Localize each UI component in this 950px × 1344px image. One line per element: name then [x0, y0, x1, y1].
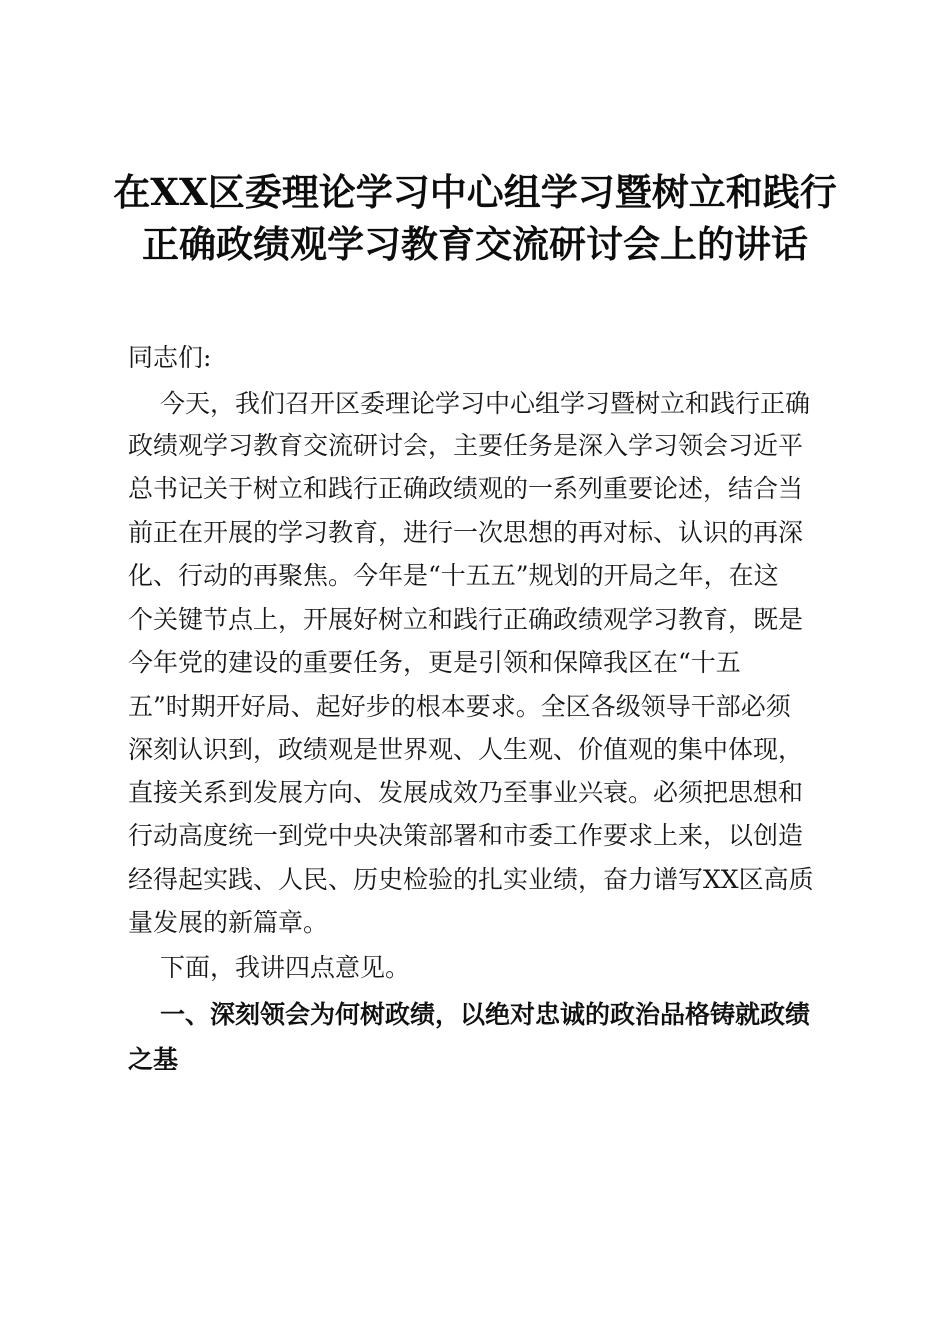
document-title-line-2: 正确政绩观学习教育交流研讨会上的讲话 — [142, 222, 808, 266]
paragraph-line: 今年党的建设的重要任务，更是引领和保障我区在“十五 — [128, 648, 741, 677]
heading-line: 一、深刻领会为何树政绩，以绝对忠诚的政治品格铸就政绩 — [160, 1000, 811, 1029]
paragraph-line: 化、行动的再聚焦。今年是“十五五”规划的开局之年，在这 — [128, 561, 779, 590]
paragraph-line: 深刻认识到，政绩观是世界观、人生观、价值观的集中体现， — [128, 735, 804, 764]
paragraph-line: 今天，我们召开区委理论学习中心组学习暨树立和践行正确 — [160, 389, 811, 418]
paragraph-line: 总书记关于树立和践行正确政绩观的一系列重要论述，结合当 — [128, 474, 804, 503]
paragraph-line: 行动高度统一到党中央决策部署和市委工作要求上来，以创造 — [128, 821, 804, 850]
heading-line: 之基 — [128, 1045, 179, 1074]
paragraph-line: 前正在开展的学习教育，进行一次思想的再对标、认识的再深 — [128, 518, 804, 547]
salutation: 同志们: — [128, 343, 212, 372]
paragraph-line: 个关键节点上，开展好树立和践行正确政绩观学习教育，既是 — [128, 605, 804, 634]
paragraph-line: 经得起实践、人民、历史检验的扎实业绩，奋力谱写XX区高质 — [128, 865, 814, 894]
paragraph-2: 下面，我讲四点意见。 — [160, 953, 411, 982]
document-title-line-1: 在XX区委理论学习中心组学习暨树立和践行 — [113, 170, 837, 214]
paragraph-line: 直接关系到发展方向、发展成效乃至事业兴衰。必须把思想和 — [128, 778, 804, 807]
paragraph-line: 政绩观学习教育交流研讨会，主要任务是深入学习领会习近平 — [128, 431, 804, 460]
paragraph-line: 五”时期开好局、起好步的根本要求。全区各级领导干部必须 — [128, 692, 791, 721]
paragraph-line: 量发展的新篇章。 — [128, 908, 329, 937]
